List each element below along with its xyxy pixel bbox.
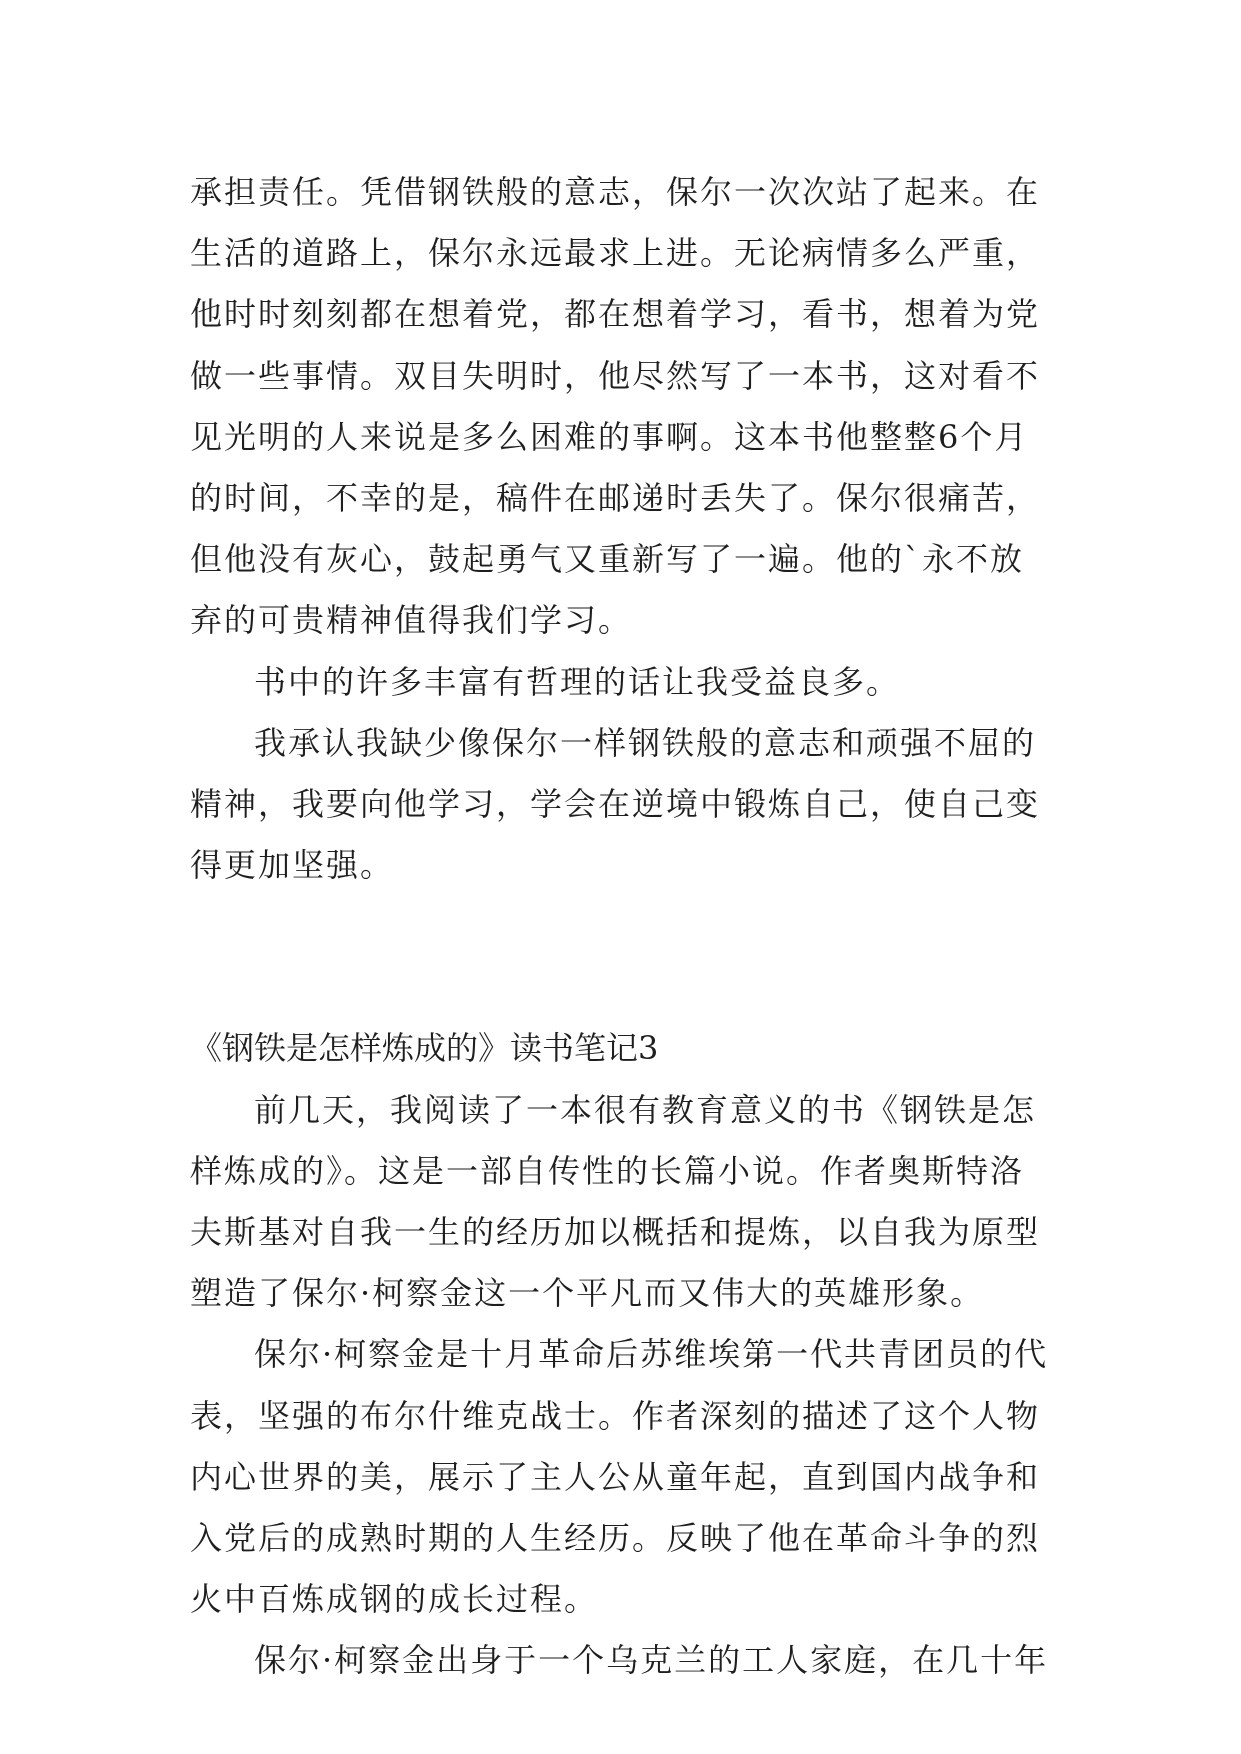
document-body — [190, 162, 1052, 1692]
paragraph: 前几天，我阅读了一本很有教育意义的书《钢铁是怎样炼成的》。这是一部自传性的长篇小说。作者奥斯特洛夫斯基对自我一生的经历加以概括和提炼，以自我为原型塑造了保尔·柯察金这一个平凡而又伟大的英雄形象。 — [190, 1090, 1041, 1313]
paragraph: 书中的许多丰富有哲理的话让我受益良多。 — [254, 662, 901, 701]
section-gap — [190, 896, 1052, 1018]
section-heading: 《钢铁是怎样炼成的》读书笔记3 — [190, 1029, 659, 1068]
paragraph: 保尔·柯察金出身于一个乌克兰的工人家庭，在几十年 — [254, 1641, 1049, 1680]
paragraph-continuation: 承担责任。凭借钢铁般的意志，保尔一次次站了起来。在生活的道路上，保尔永远最求上进。无论病情多么严重，他时时刻刻都在想着党，都在想着学习，看书，想着为党做一些事情。双目失明时，他尽然写了一本书，这对看不见光明的人来说是多么困难的事啊。这本书他整整6个月的时间，不幸的是，稿件在邮递时丢失了。保尔很痛苦，但他没有灰心，鼓起勇气又重新写了一遍。他的`永不放弃的可贵精神值得我们学习。 — [190, 173, 1041, 640]
paragraph: 保尔·柯察金是十月革命后苏维埃第一代共青团员的代表，坚强的布尔什维克战士。作者深刻的描述了这个人物内心世界的美，展示了主人公从童年起，直到国内战争和入党后的成熟时期的人生经历。反映了他在革命斗争的烈火中百炼成钢的成长过程。 — [190, 1335, 1049, 1619]
paragraph: 我承认我缺少像保尔一样钢铁般的意志和顽强不屈的精神，我要向他学习，学会在逆境中锻炼自己，使自己变得更加坚强。 — [190, 723, 1041, 885]
